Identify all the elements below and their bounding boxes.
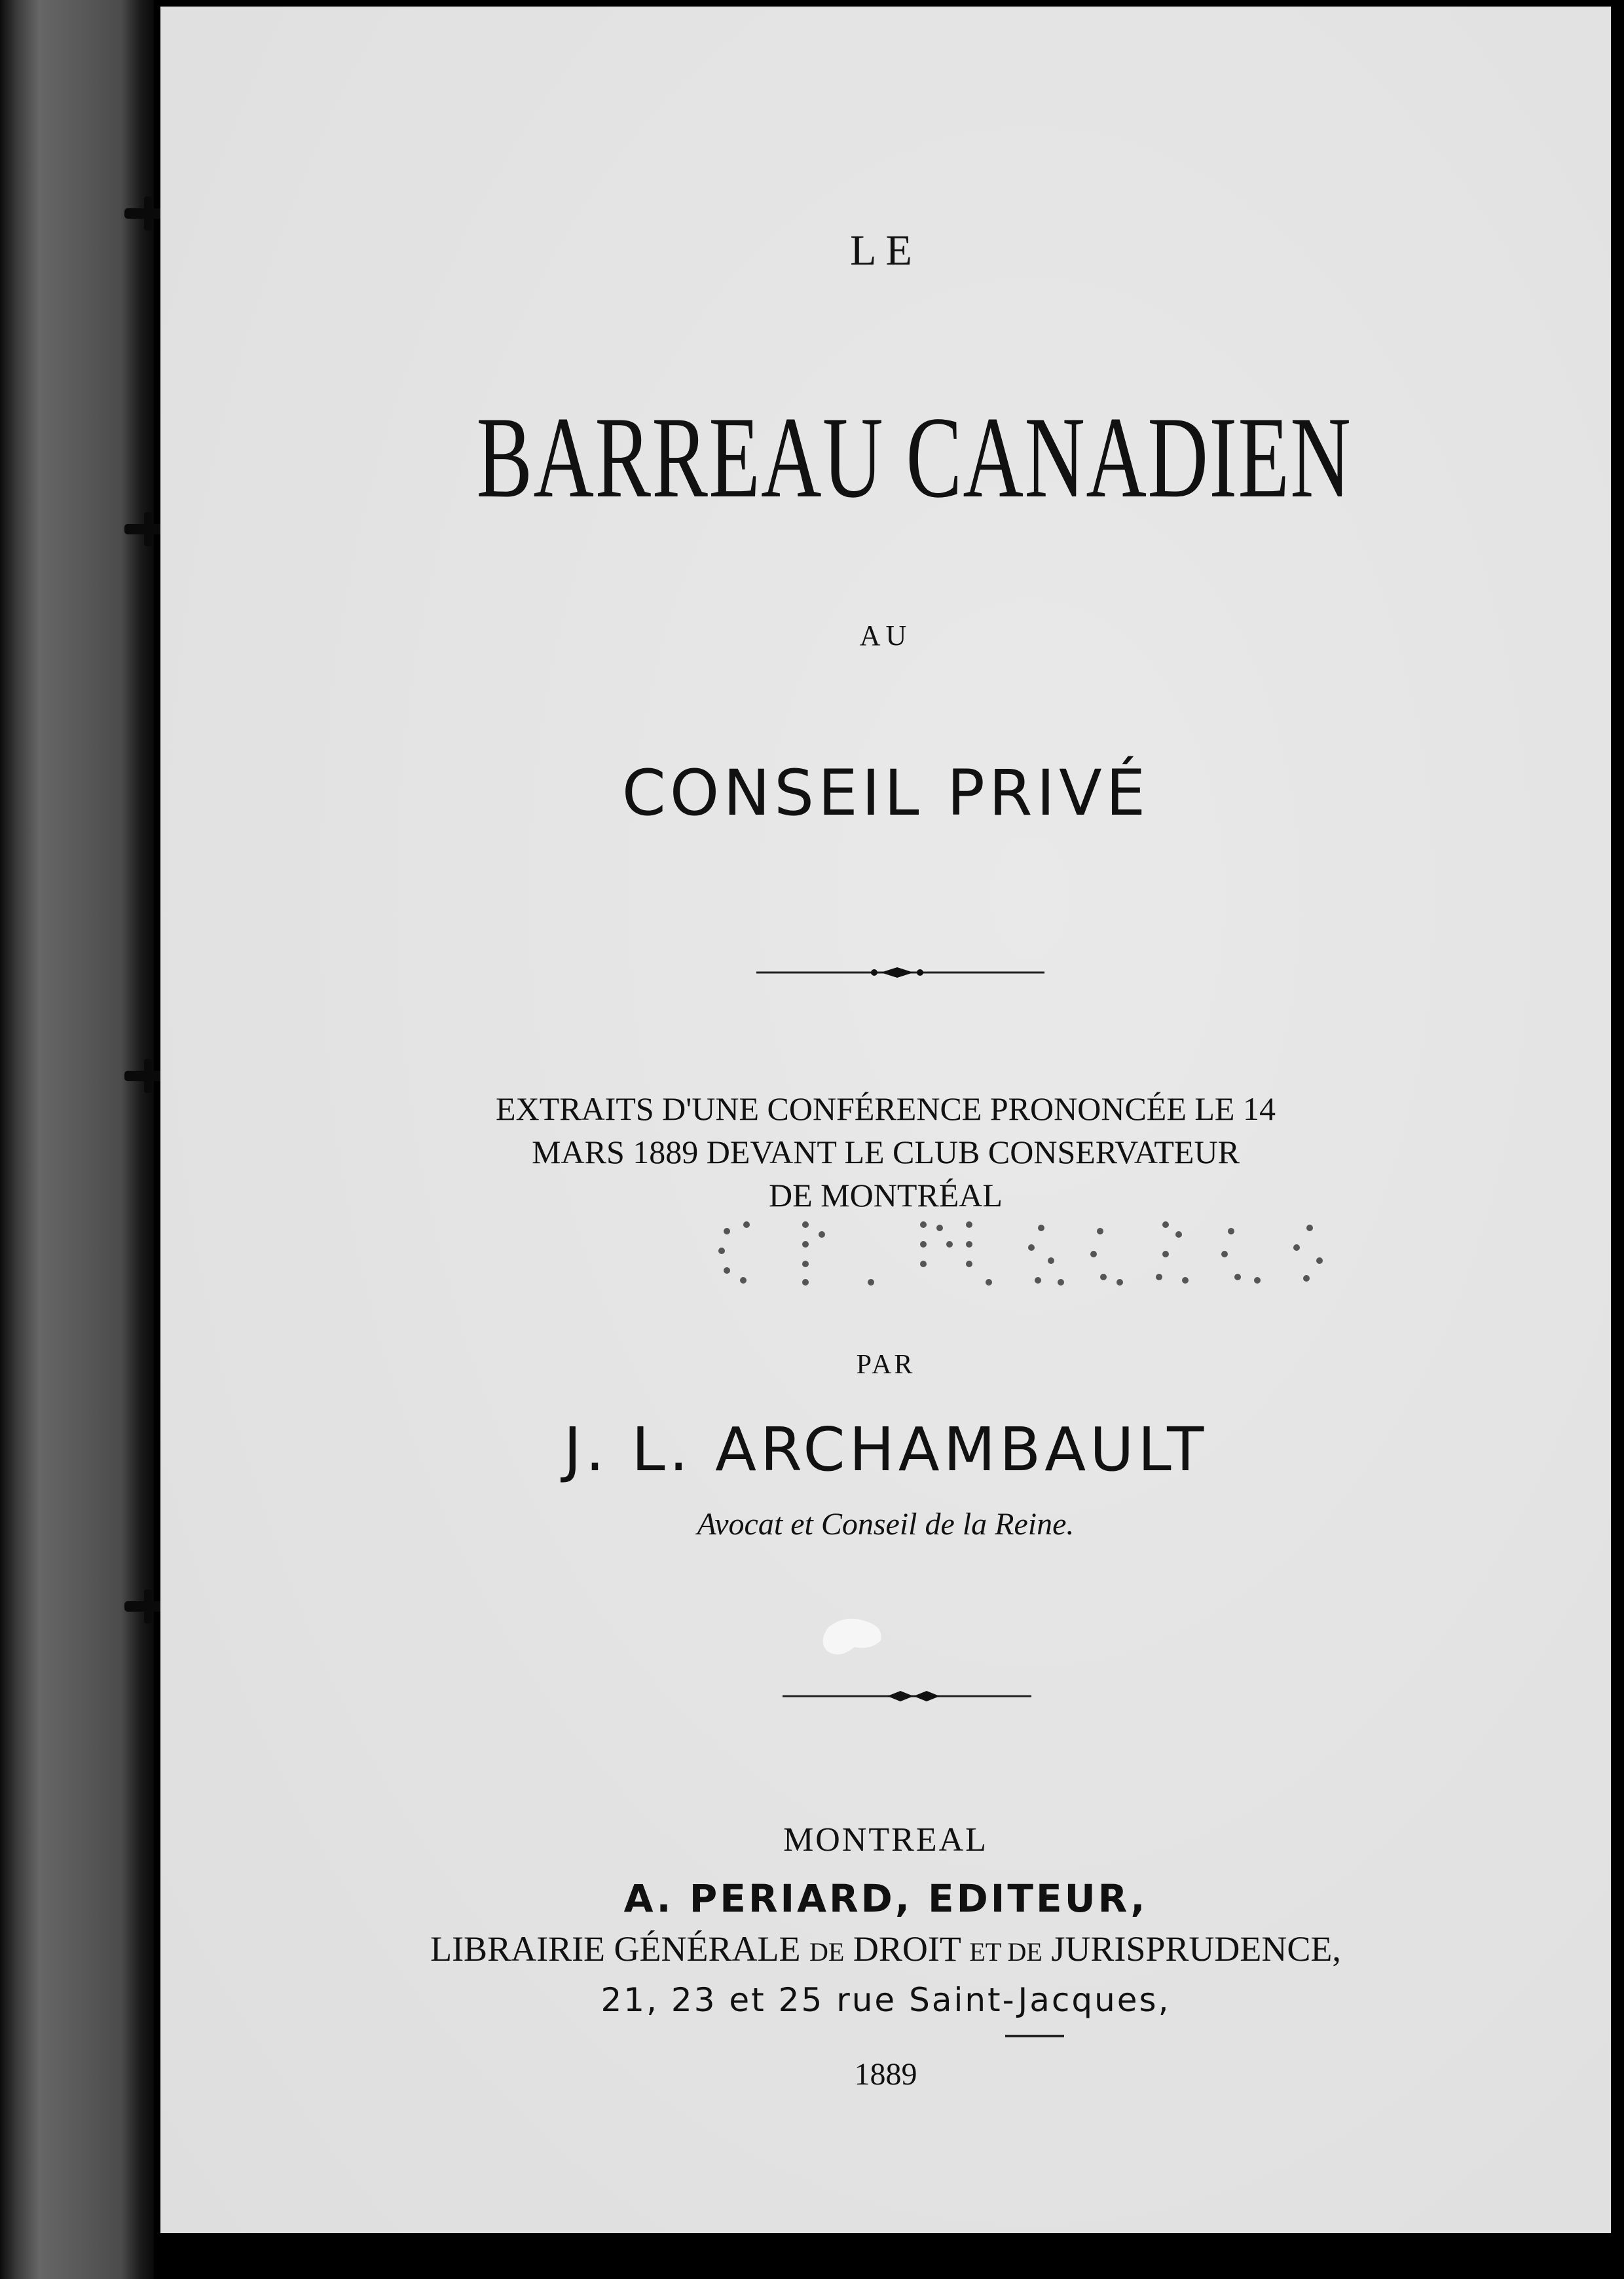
subtitle: CONSEIL PRIVÉ [621, 756, 1150, 830]
extract-line: EXTRAITS D'UNE CONFÉRENCE PRONONCÉE LE 14 [496, 1090, 1276, 1127]
extract-description [160, 1087, 1611, 1217]
publisher-library [160, 1929, 1611, 1969]
article-le: LE [850, 227, 921, 274]
library-text: DROIT [844, 1929, 970, 1969]
library-text: ET [969, 1937, 1001, 1967]
paper-blemish [819, 1614, 891, 1667]
publisher-name: A. PERIARD, EDITEUR, [623, 1876, 1148, 1921]
preposition-au: AU [859, 620, 912, 652]
library-text: DE [809, 1937, 845, 1967]
by-label: PAR [856, 1350, 915, 1380]
library-text: LIBRAIRIE GÉNÉRALE [430, 1929, 809, 1969]
ornament-divider [783, 1683, 1031, 1709]
library-text: JURISPRUDENCE, [1042, 1929, 1341, 1969]
extract-line: DE MONTRÉAL [769, 1177, 1003, 1214]
publication-city: MONTREAL [783, 1821, 988, 1859]
perforation-stamp [707, 1205, 1349, 1297]
author-name: J. L. ARCHAMBAULT [563, 1415, 1208, 1485]
publication-year: 1889 [854, 2057, 917, 2092]
ornament-divider [756, 959, 1044, 986]
main-title: BARREAU CANADIEN [476, 392, 1352, 522]
publisher-address: 21, 23 et 25 rue Saint-Jacques, [600, 1981, 1171, 2019]
title-page [160, 7, 1611, 2233]
book-spine [0, 0, 154, 2279]
library-text: DE [1001, 1937, 1043, 1967]
author-role: Avocat et Conseil de la Reine. [697, 1507, 1075, 1542]
extract-line: MARS 1889 DEVANT LE CLUB CONSERVATEUR [532, 1134, 1240, 1170]
short-rule [1005, 2035, 1064, 2037]
